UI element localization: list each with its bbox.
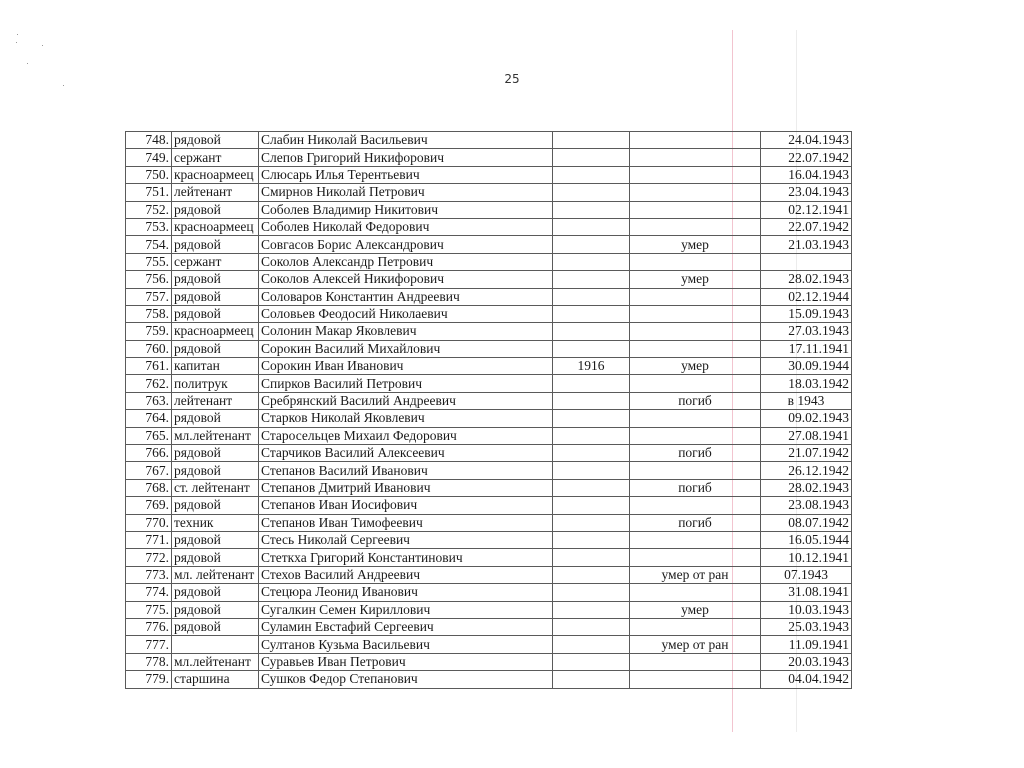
row-date: 15.09.1943: [761, 305, 852, 322]
row-number: 779.: [126, 671, 172, 688]
row-number: 755.: [126, 253, 172, 270]
row-rank: рядовой: [172, 236, 259, 253]
row-birth-year: [553, 184, 630, 201]
row-date: 02.12.1941: [761, 201, 852, 218]
table-row: [126, 462, 852, 479]
row-birth-year: [553, 340, 630, 357]
row-fate: умер: [630, 236, 761, 253]
row-full-name: Смирнов Николай Петрович: [259, 184, 553, 201]
row-full-name: Стесь Николай Сергеевич: [259, 531, 553, 548]
table-row: [126, 218, 852, 235]
row-full-name: Солонин Макар Яковлевич: [259, 323, 553, 340]
row-birth-year: [553, 479, 630, 496]
table-row: [126, 671, 852, 688]
row-birth-year: [553, 618, 630, 635]
row-number: 762.: [126, 375, 172, 392]
row-rank: рядовой: [172, 618, 259, 635]
row-fate: погиб: [630, 392, 761, 409]
row-rank: рядовой: [172, 497, 259, 514]
row-full-name: Соловьев Феодосий Николаевич: [259, 305, 553, 322]
row-full-name: Степанов Иван Иосифович: [259, 497, 553, 514]
row-number: 773.: [126, 566, 172, 583]
table-row: [126, 288, 852, 305]
row-date: 25.03.1943: [761, 618, 852, 635]
row-rank: мл. лейтенант: [172, 566, 259, 583]
row-date: 27.03.1943: [761, 323, 852, 340]
row-full-name: Старосельцев Михаил Федорович: [259, 427, 553, 444]
table-row: [126, 358, 852, 375]
scan-speck: [42, 45, 43, 46]
row-fate: [630, 497, 761, 514]
table-row: [126, 445, 852, 462]
row-number: 758.: [126, 305, 172, 322]
row-fate: [630, 671, 761, 688]
row-full-name: Стеткха Григорий Константинович: [259, 549, 553, 566]
row-date: 26.12.1942: [761, 462, 852, 479]
row-rank: политрук: [172, 375, 259, 392]
row-full-name: Степанов Иван Тимофеевич: [259, 514, 553, 531]
row-birth-year: [553, 462, 630, 479]
row-fate: [630, 288, 761, 305]
row-rank: лейтенант: [172, 184, 259, 201]
table-row: [126, 531, 852, 548]
row-rank: рядовой: [172, 549, 259, 566]
row-full-name: Соловаров Константин Андреевич: [259, 288, 553, 305]
row-rank: рядовой: [172, 340, 259, 357]
row-number: 768.: [126, 479, 172, 496]
row-number: 772.: [126, 549, 172, 566]
row-number: 764.: [126, 410, 172, 427]
row-number: 774.: [126, 584, 172, 601]
row-birth-year: [553, 305, 630, 322]
row-date: 18.03.1942: [761, 375, 852, 392]
row-number: 765.: [126, 427, 172, 444]
scan-speck: [16, 42, 17, 43]
row-birth-year: [553, 584, 630, 601]
records-table: [125, 131, 852, 689]
row-full-name: Соколов Александр Петрович: [259, 253, 553, 270]
row-date: [761, 253, 852, 270]
records-table-body: [126, 132, 852, 689]
row-fate: погиб: [630, 479, 761, 496]
table-row: [126, 479, 852, 496]
row-fate: [630, 427, 761, 444]
row-birth-year: [553, 375, 630, 392]
row-date: 02.12.1944: [761, 288, 852, 305]
row-date: 20.03.1943: [761, 653, 852, 670]
row-date: 31.08.1941: [761, 584, 852, 601]
row-full-name: Суламин Евстафий Сергеевич: [259, 618, 553, 635]
row-number: 770.: [126, 514, 172, 531]
page-number: 25: [504, 72, 520, 86]
row-number: 778.: [126, 653, 172, 670]
row-date: 23.04.1943: [761, 184, 852, 201]
row-fate: [630, 462, 761, 479]
row-birth-year: [553, 636, 630, 653]
row-fate: умер: [630, 601, 761, 618]
table-row: [126, 375, 852, 392]
row-birth-year: [553, 392, 630, 409]
row-fate: погиб: [630, 514, 761, 531]
table-row: [126, 166, 852, 183]
row-fate: [630, 201, 761, 218]
row-fate: [630, 618, 761, 635]
row-full-name: Спирков Василий Петрович: [259, 375, 553, 392]
row-date: 21.03.1943: [761, 236, 852, 253]
row-birth-year: [553, 323, 630, 340]
table-row: [126, 549, 852, 566]
row-rank: лейтенант: [172, 392, 259, 409]
row-full-name: Старков Николай Яковлевич: [259, 410, 553, 427]
row-date: 07.1943: [761, 566, 852, 583]
table-row: [126, 584, 852, 601]
row-birth-year: [553, 497, 630, 514]
row-rank: красноармеец: [172, 218, 259, 235]
row-fate: [630, 584, 761, 601]
row-birth-year: [553, 601, 630, 618]
row-rank: мл.лейтенант: [172, 427, 259, 444]
row-full-name: Стехов Василий Андреевич: [259, 566, 553, 583]
row-rank: рядовой: [172, 305, 259, 322]
row-rank: рядовой: [172, 132, 259, 149]
row-full-name: Слепов Григорий Никифорович: [259, 149, 553, 166]
row-date: в 1943: [761, 392, 852, 409]
row-birth-year: [553, 549, 630, 566]
row-birth-year: [553, 253, 630, 270]
row-fate: умер: [630, 271, 761, 288]
table-row: [126, 340, 852, 357]
row-full-name: Сушков Федор Степанович: [259, 671, 553, 688]
row-fate: погиб: [630, 445, 761, 462]
row-fate: [630, 166, 761, 183]
row-birth-year: [553, 566, 630, 583]
row-full-name: Сорокин Иван Иванович: [259, 358, 553, 375]
table-row: [126, 201, 852, 218]
row-date: 17.11.1941: [761, 340, 852, 357]
row-number: 754.: [126, 236, 172, 253]
row-fate: [630, 305, 761, 322]
row-number: 751.: [126, 184, 172, 201]
row-rank: [172, 636, 259, 653]
table-row: [126, 618, 852, 635]
row-number: 766.: [126, 445, 172, 462]
row-number: 760.: [126, 340, 172, 357]
row-date: 21.07.1942: [761, 445, 852, 462]
table-row: [126, 636, 852, 653]
row-number: 752.: [126, 201, 172, 218]
row-rank: рядовой: [172, 201, 259, 218]
row-birth-year: [553, 236, 630, 253]
row-birth-year: [553, 445, 630, 462]
row-birth-year: [553, 427, 630, 444]
row-fate: [630, 549, 761, 566]
row-birth-year: [553, 201, 630, 218]
row-full-name: Сорокин Василий Михайлович: [259, 340, 553, 357]
row-full-name: Степанов Дмитрий Иванович: [259, 479, 553, 496]
row-full-name: Слабин Николай Васильевич: [259, 132, 553, 149]
row-birth-year: [553, 218, 630, 235]
row-date: 22.07.1942: [761, 218, 852, 235]
row-number: 767.: [126, 462, 172, 479]
table-row: [126, 184, 852, 201]
row-date: 28.02.1943: [761, 479, 852, 496]
row-birth-year: [553, 149, 630, 166]
row-number: 757.: [126, 288, 172, 305]
table-row: [126, 132, 852, 149]
row-date: 30.09.1944: [761, 358, 852, 375]
row-full-name: Соболев Николай Федорович: [259, 218, 553, 235]
row-fate: [630, 323, 761, 340]
row-date: 16.04.1943: [761, 166, 852, 183]
scan-speck: [27, 63, 28, 64]
row-number: 756.: [126, 271, 172, 288]
row-number: 769.: [126, 497, 172, 514]
row-fate: [630, 375, 761, 392]
row-rank: рядовой: [172, 584, 259, 601]
row-fate: [630, 253, 761, 270]
row-full-name: Сребрянский Василий Андреевич: [259, 392, 553, 409]
row-full-name: Старчиков Василий Алексеевич: [259, 445, 553, 462]
table-row: [126, 271, 852, 288]
row-rank: рядовой: [172, 410, 259, 427]
row-date: 22.07.1942: [761, 149, 852, 166]
row-date: 24.04.1943: [761, 132, 852, 149]
row-rank: рядовой: [172, 445, 259, 462]
table-row: [126, 566, 852, 583]
table-row: [126, 514, 852, 531]
row-number: 776.: [126, 618, 172, 635]
table-row: [126, 305, 852, 322]
row-fate: [630, 653, 761, 670]
row-rank: мл.лейтенант: [172, 653, 259, 670]
row-birth-year: [553, 288, 630, 305]
row-date: 28.02.1943: [761, 271, 852, 288]
row-fate: [630, 340, 761, 357]
row-rank: красноармеец: [172, 166, 259, 183]
table-row: [126, 323, 852, 340]
row-fate: умер от ран: [630, 566, 761, 583]
row-date: 09.02.1943: [761, 410, 852, 427]
table-row: [126, 236, 852, 253]
row-birth-year: [553, 410, 630, 427]
row-rank: ст. лейтенант: [172, 479, 259, 496]
row-birth-year: [553, 514, 630, 531]
row-full-name: Степанов Василий Иванович: [259, 462, 553, 479]
row-rank: рядовой: [172, 601, 259, 618]
row-rank: рядовой: [172, 288, 259, 305]
row-birth-year: [553, 671, 630, 688]
row-number: 748.: [126, 132, 172, 149]
row-birth-year: [553, 531, 630, 548]
row-birth-year: [553, 271, 630, 288]
row-date: 08.07.1942: [761, 514, 852, 531]
row-rank: капитан: [172, 358, 259, 375]
row-number: 749.: [126, 149, 172, 166]
table-row: [126, 427, 852, 444]
row-number: 777.: [126, 636, 172, 653]
row-date: 04.04.1942: [761, 671, 852, 688]
row-rank: красноармеец: [172, 323, 259, 340]
table-row: [126, 253, 852, 270]
row-birth-year: [553, 166, 630, 183]
row-number: 753.: [126, 218, 172, 235]
row-full-name: Соколов Алексей Никифорович: [259, 271, 553, 288]
scan-speck: [17, 34, 18, 35]
row-number: 775.: [126, 601, 172, 618]
row-rank: старшина: [172, 671, 259, 688]
row-date: 27.08.1941: [761, 427, 852, 444]
row-full-name: Сугалкин Семен Кириллович: [259, 601, 553, 618]
table-row: [126, 497, 852, 514]
row-rank: сержант: [172, 149, 259, 166]
table-row: [126, 601, 852, 618]
table-row: [126, 653, 852, 670]
row-full-name: Стецюра Леонид Иванович: [259, 584, 553, 601]
row-fate: [630, 410, 761, 427]
row-fate: умер от ран: [630, 636, 761, 653]
row-birth-year: [553, 132, 630, 149]
row-date: 23.08.1943: [761, 497, 852, 514]
row-full-name: Совгасов Борис Александрович: [259, 236, 553, 253]
row-date: 11.09.1941: [761, 636, 852, 653]
row-fate: [630, 218, 761, 235]
row-fate: [630, 531, 761, 548]
row-number: 761.: [126, 358, 172, 375]
row-fate: [630, 149, 761, 166]
row-number: 763.: [126, 392, 172, 409]
row-number: 759.: [126, 323, 172, 340]
row-rank: рядовой: [172, 462, 259, 479]
table-row: [126, 392, 852, 409]
row-number: 750.: [126, 166, 172, 183]
table-row: [126, 149, 852, 166]
row-birth-year: 1916: [553, 358, 630, 375]
row-rank: техник: [172, 514, 259, 531]
row-date: 10.12.1941: [761, 549, 852, 566]
table-row: [126, 410, 852, 427]
row-full-name: Соболев Владимир Никитович: [259, 201, 553, 218]
row-date: 10.03.1943: [761, 601, 852, 618]
row-birth-year: [553, 653, 630, 670]
row-full-name: Суравьев Иван Петрович: [259, 653, 553, 670]
row-number: 771.: [126, 531, 172, 548]
row-rank: рядовой: [172, 271, 259, 288]
row-date: 16.05.1944: [761, 531, 852, 548]
row-fate: [630, 132, 761, 149]
row-full-name: Слюсарь Илья Терентьевич: [259, 166, 553, 183]
row-rank: сержант: [172, 253, 259, 270]
row-fate: умер: [630, 358, 761, 375]
row-full-name: Султанов Кузьма Васильевич: [259, 636, 553, 653]
row-rank: рядовой: [172, 531, 259, 548]
row-fate: [630, 184, 761, 201]
